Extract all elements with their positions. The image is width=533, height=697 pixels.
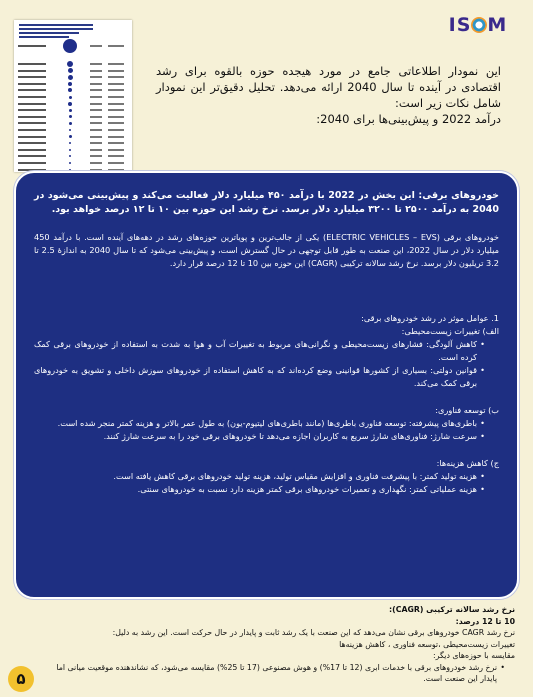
logo-wordmark: IS M	[448, 14, 508, 36]
list-item: • سرعت شارژ: فناوری‌های شارژ سریع به کاربران اجازه می‌دهد تا خودروهای برقی خود را به سرعت شارژ کنند.	[34, 430, 485, 443]
list-item: • نرخ رشد خودروهای برقی با خدمات ابری (12 تا 17%) و هوش مصنوعی (17 تا 25%) مقایسه می‌شود، که نشاندهنده موقعیت میانی اما پایدار این صنعت است.	[44, 662, 505, 685]
thumbnail-row	[18, 135, 128, 139]
thumbnail-row	[18, 102, 128, 106]
thumbnail-row	[18, 82, 128, 86]
thumbnail-row	[18, 108, 128, 112]
gear-icon	[471, 17, 487, 33]
section-1-title: 1. عوامل موثر در رشد خودروهای برقی:	[361, 313, 499, 323]
box-heading: خودروهای برقی: این بخش در 2022 با درآمد ۴۵۰ میلیارد دلار فعالیت می‌کند و پیش‌بینی می‌شود در 2040 به درآمد ۲۵۰۰ تا ۳۲۰۰ میلیارد دلار برسد. نرخ رشد این حوزه بین ۱۰ تا ۱۲ درصد خواهد بود.	[34, 190, 499, 215]
cagr-list	[44, 662, 515, 685]
list-item: • باطری‌های پیشرفته: توسعه فناوری باطری‌ها (مانند باطری‌های لیتیوم-یون) به طول عمر بالاتر و هزینه کمتر منجر شده است.	[34, 417, 485, 430]
intro-line-2: درآمد 2022 و پیش‌بینی‌ها برای 2040:	[316, 112, 501, 126]
thumbnail-row	[18, 121, 128, 125]
cagr-section	[44, 604, 515, 685]
thumbnail-row	[18, 161, 128, 165]
thumbnail-row	[18, 115, 128, 119]
thumbnail-row	[18, 141, 128, 145]
section-1-subtitle: الف) تغییرات زیست‌محیطی:	[401, 326, 499, 336]
cagr-range: 10 تا 12 درصد:	[455, 616, 515, 626]
thumbnail-row	[18, 128, 128, 132]
logo-subtitle	[443, 36, 513, 41]
thumbnail-row	[18, 44, 128, 48]
thumbnail-row	[18, 62, 128, 66]
intro-text	[156, 63, 501, 127]
thumbnail-row	[18, 148, 128, 152]
cagr-title: نرخ رشد سالانه ترکیبی (CAGR):	[389, 605, 515, 614]
isim-logo	[443, 14, 513, 58]
ev-info-box	[14, 171, 519, 599]
thumbnail-row	[18, 75, 128, 79]
section-1-list	[34, 338, 499, 390]
page-number: ۵	[8, 666, 34, 692]
intro-line-1: این نمودار اطلاعاتی جامع در مورد هیجده حوزه بالقوه برای رشد اقتصادی در آینده تا سال 2040 ارائه می‌دهد. تحلیل دقیق‌تر این نمودار شامل نکات زیر است:	[156, 64, 502, 110]
cagr-text-2: تغییرات زیست‌محیطی ،توسعه فناوری ، کاهش هزینه‌ها	[339, 639, 515, 649]
section-3-list	[34, 470, 499, 496]
list-item: • هزینه تولید کمتر: با پیشرفت فناوری و افزایش مقیاس تولید، هزینه تولید خودروهای برقی کاهش یافته است.	[34, 470, 485, 483]
list-item: • هزینه عملیاتی کمتر: نگهداری و تعمیرات خودروهای برقی کمتر هزینه دارد نسبت به خودروهای سنتی.	[34, 483, 485, 496]
box-intro-paragraph: خودروهای برقی (ELECTRIC VEHICLES – EVS) یکی از جالب‌ترین و پویاترین حوزه‌های رشد در دهه‌های آینده است. با درآمد 450 میلیارد دلار در سال 2022، این صنعت به طور قابل توجهی در حال گسترش است، و پیش‌بینی می‌شود که تا سال 2040 به اندازهٔ 2.5 تا 3.2 تریلیون دلار برسد. نرخ رشد سالانه ترکیبی (CAGR) این حوزه بین 10 تا 12 درصد قرار دارد.	[34, 232, 499, 268]
thumbnail-row	[18, 95, 128, 99]
thumbnail-row	[18, 69, 128, 73]
cagr-text-1: نرخ رشد CAGR خودروهای برقی نشان می‌دهد که این صنعت با یک رشد ثابت و پایدار در حال حرکت است. این رشد به دلیل:	[112, 628, 515, 637]
section-2-list	[34, 417, 499, 443]
cagr-text-3: مقایسه با حوزه‌های دیگر:	[433, 651, 515, 660]
section-2-title: ب) توسعه فناوری:	[435, 405, 499, 415]
thumbnail-title	[19, 24, 93, 38]
list-item: • قوانین دولتی: بسیاری از کشورها قوانینی وضع کرده‌اند که به کاهش استفاده از خودروهای سوزش داخلی و تشویق به خودروهای برقی کمک می‌کند.	[34, 364, 485, 390]
section-3-title: ج) کاهش هزینه‌ها:	[436, 458, 499, 468]
thumbnail-row	[18, 154, 128, 158]
chart-thumbnail	[14, 20, 132, 172]
thumbnail-row	[18, 88, 128, 92]
list-item: • کاهش آلودگی: فشارهای زیست‌محیطی و نگرانی‌های مربوط به تغییرات آب و هوا به شدت به استفاده از خودروهای برقی کمک کرده است.	[34, 338, 485, 364]
